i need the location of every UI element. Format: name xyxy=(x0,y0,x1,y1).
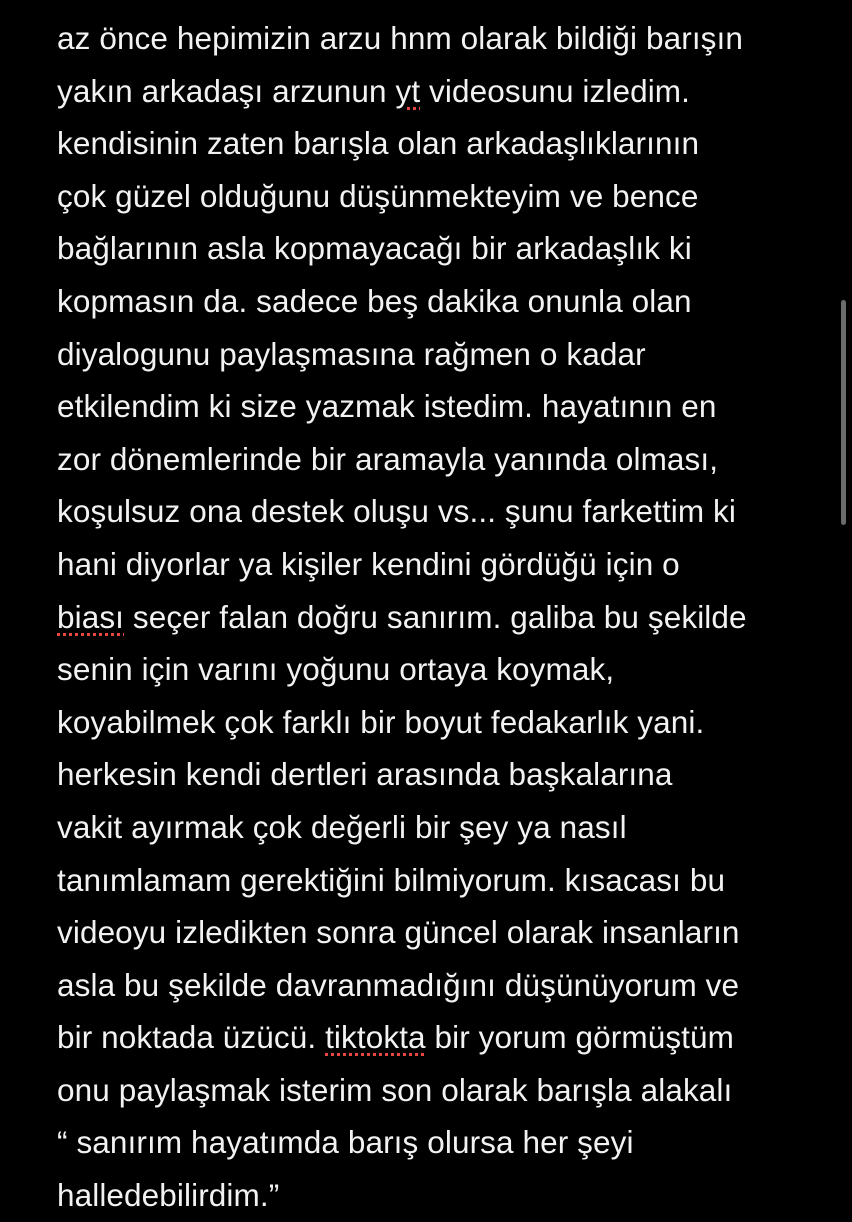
note-text-segment: bir yorum görmüştüm xyxy=(425,1019,734,1056)
misspelled-word[interactable]: tiktokta xyxy=(325,1019,426,1056)
note-line: etkilendim ki size yazmak istedim. hayatının en xyxy=(57,388,717,425)
note-line: tanımlamam gerektiğini bilmiyorum. kısacası bu xyxy=(57,861,726,898)
note-line xyxy=(57,591,827,644)
note-line: videoyu izledikten sonra güncel olarak insanların xyxy=(57,914,740,951)
note-line xyxy=(57,1011,827,1064)
note-line: halledebilirdim.” xyxy=(57,1177,280,1214)
vertical-scrollbar[interactable] xyxy=(841,300,846,525)
note-line: senin için varını yoğunu ortaya koymak, xyxy=(57,651,615,688)
note-line: diyalogunu paylaşmasına rağmen o kadar xyxy=(57,335,646,372)
note-body[interactable] xyxy=(57,12,827,1222)
note-line: onu paylaşmak isterim son olarak barışla alakalı xyxy=(57,1071,733,1108)
note-text-segment: videosunu izledim. xyxy=(420,72,690,109)
note-line: kendisinin zaten barışla olan arkadaşlıklarının xyxy=(57,125,700,162)
note-line: vakit ayırmak çok değerli bir şey ya nasıl xyxy=(57,808,627,845)
misspelled-word[interactable]: biası xyxy=(57,598,125,635)
note-line: asla bu şekilde davranmadığını düşünüyorum ve xyxy=(57,966,740,1003)
note-line: koyabilmek çok farklı bir boyut fedakarlık yani. xyxy=(57,703,705,740)
note-line: zor dönemlerinde bir aramayla yanında olması, xyxy=(57,440,719,477)
note-line: koşulsuz ona destek oluşu vs... şunu farkettim ki xyxy=(57,493,736,530)
note-text-segment: bir noktada üzücü. xyxy=(57,1019,326,1056)
note-line: herkesin kendi dertleri arasında başkalarına xyxy=(57,756,673,793)
note-line: az önce hepimizin arzu hnm olarak bildiği barışın xyxy=(57,20,743,56)
note-line: çok güzel olduğunu düşünmekteyim ve bence xyxy=(57,177,699,214)
note-line: bağlarının asla kopmayacağı bir arkadaşlık ki xyxy=(57,230,692,267)
note-line: kopmasın da. sadece beş dakika onunla olan xyxy=(57,282,692,319)
note-text-segment: yakın arkadaşı arzunun xyxy=(57,72,396,109)
note-line: “ sanırım hayatımda barış olursa her şeyi xyxy=(57,1124,634,1161)
note-text-segment: seçer falan doğru sanırım. galiba bu şekilde xyxy=(124,598,747,635)
misspelled-word[interactable]: yt xyxy=(395,72,421,109)
note-line xyxy=(57,65,827,118)
note-line: hani diyorlar ya kişiler kendini gördüğü için o xyxy=(57,545,680,582)
